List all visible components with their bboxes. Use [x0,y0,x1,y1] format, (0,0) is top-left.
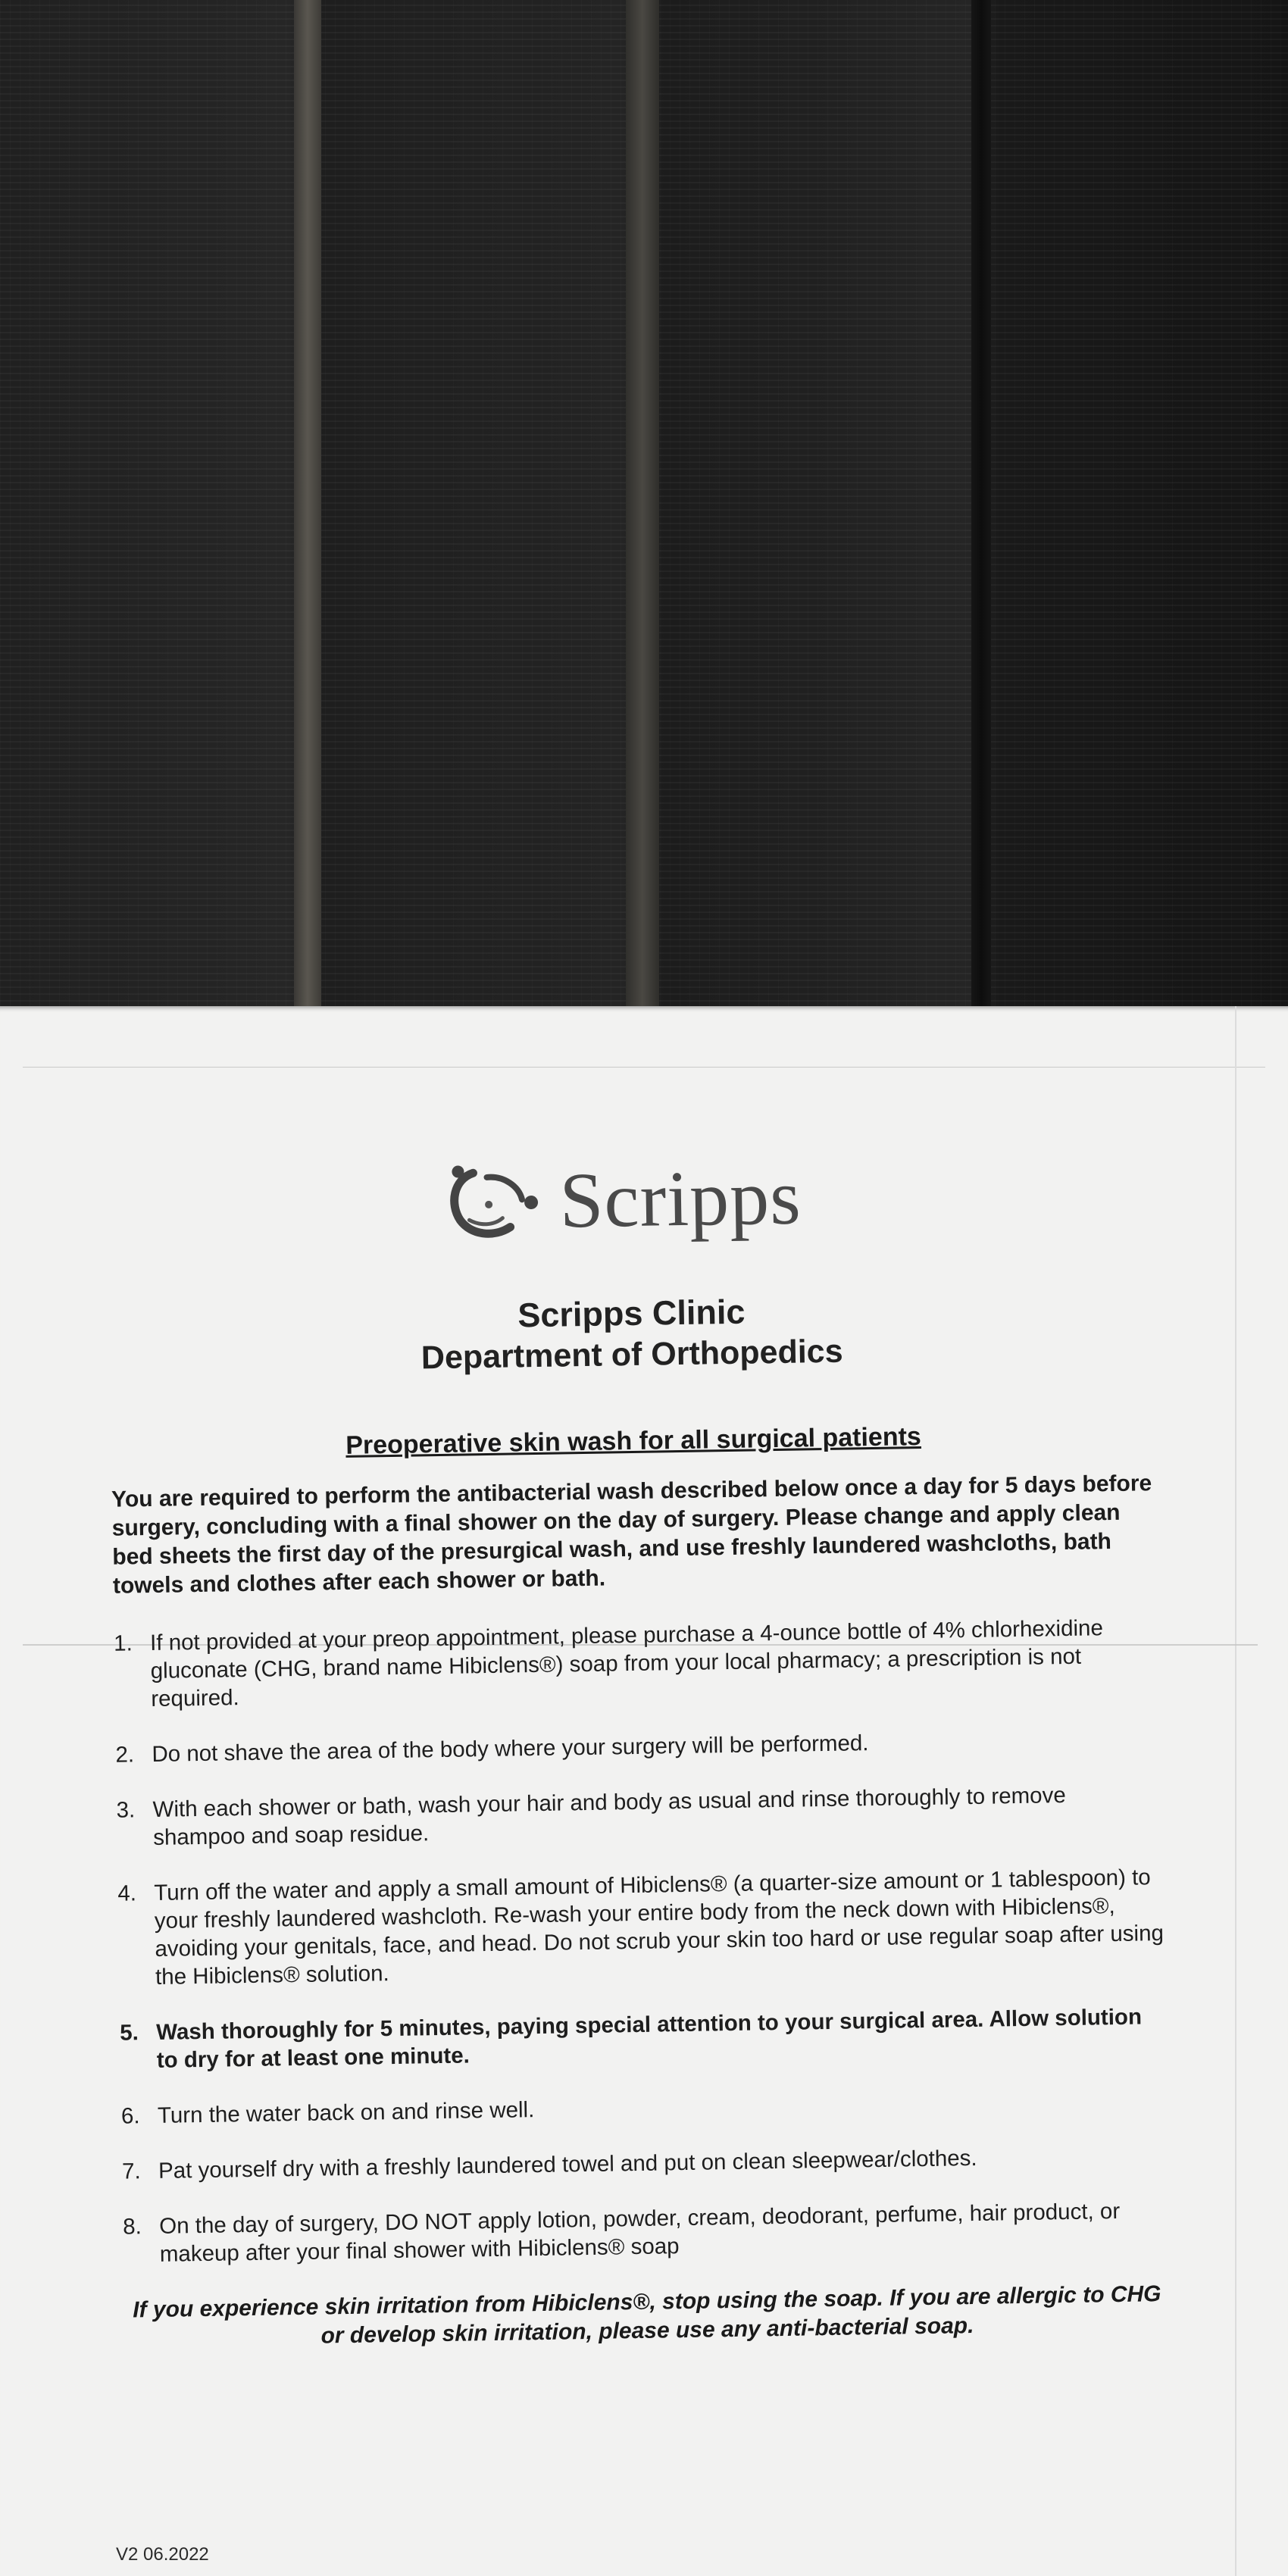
step-text: If not provided at your preop appointment, please purchase a 4-ounce bottle of 4% chlorhexidine gluconate (CHG, brand name Hibiclens®) soap from your local pharmacy; a prescription is not required. [149,1615,1104,1712]
scripps-circle-logo-icon [442,1155,542,1248]
step-number: 7. [121,2159,141,2184]
list-item [117,1863,1165,1992]
scanner-stripe [294,0,321,1015]
step-number: 5. [119,2020,139,2046]
document-content [106,1142,1171,2353]
list-item [116,1780,1162,1852]
closing-note: If you experience skin irritation from Hibiclens®, stop using the soap. If you are allergic to CHG or develop skin irritation, please use any anti-bacterial soap. [133,2281,1161,2349]
step-number: 8. [122,2214,142,2240]
department-title: Department of Orthopedics [420,1333,843,1377]
list-item [121,2086,1167,2131]
scripps-logo [91,1142,1153,1257]
list-item [123,2196,1169,2269]
step-text: With each shower or bath, wash your hair and body as usual and rinse thoroughly to remove shampoo and soap residue. [152,1783,1066,1850]
list-item [115,1724,1161,1769]
step-number: 1. [113,1630,133,1656]
step-text: Wash thoroughly for 5 minutes, paying special attention to your surgical area. Allow solution to dry for at least one minute. [155,2004,1143,2073]
step-text: Do not shave the area of the body where your surgery will be performed. [152,1730,869,1767]
step-text: Pat yourself dry with a freshly laundered towel and put on clean sleepwear/clothes. [158,2145,977,2184]
scanner-background [0,0,1288,1015]
logo-wordmark: Scripps [558,1152,802,1244]
scanner-stripe [971,0,991,1015]
page-right-edge [1235,1006,1236,2576]
scanner-stripe [626,0,659,1015]
step-number: 3. [116,1797,136,1823]
list-item [114,1613,1161,1714]
list-item [122,2141,1168,2186]
document-page [0,1006,1288,2576]
step-number: 6. [120,2103,140,2129]
version-label: V2 06.2022 [116,2544,209,2565]
clinic-title: Scripps Clinic [517,1292,746,1335]
step-text: On the day of surgery, DO NOT apply lotion, powder, cream, deodorant, perfume, hair product, or makeup after your final shower with Hibiclens® soap [158,2198,1121,2267]
step-text: Turn off the water and apply a small amount of Hibiclens® (a quarter-size amount or 1 tablespoon) to your freshly laundered washcloth. Re-wash your entire body from the neck down with Hibiclens®, avoiding your genitals, face, and head. Do not scrub your skin too hard or use regular soap after using the Hibiclens® solution. [154,1865,1165,1990]
list-item [120,2002,1166,2075]
intro-paragraph: You are required to perform the antibacterial wash described below once a day for 5 days before surgery, concluding with a final shower on the day of surgery. Please change and apply clean bed sheets the first day of the presurgical wash, and use freshly laundered washcloths, bath towels and clothes after each shower or bath. [111,1471,1152,1599]
document-subtitle: Preoperative skin wash for all surgical patients [345,1421,922,1460]
step-number: 2. [115,1742,135,1768]
step-text: Turn the water back on and rinse well. [157,2097,535,2128]
step-number: 4. [117,1880,137,1906]
instruction-list [114,1613,1169,2269]
page-edge-line [23,1067,1265,1068]
